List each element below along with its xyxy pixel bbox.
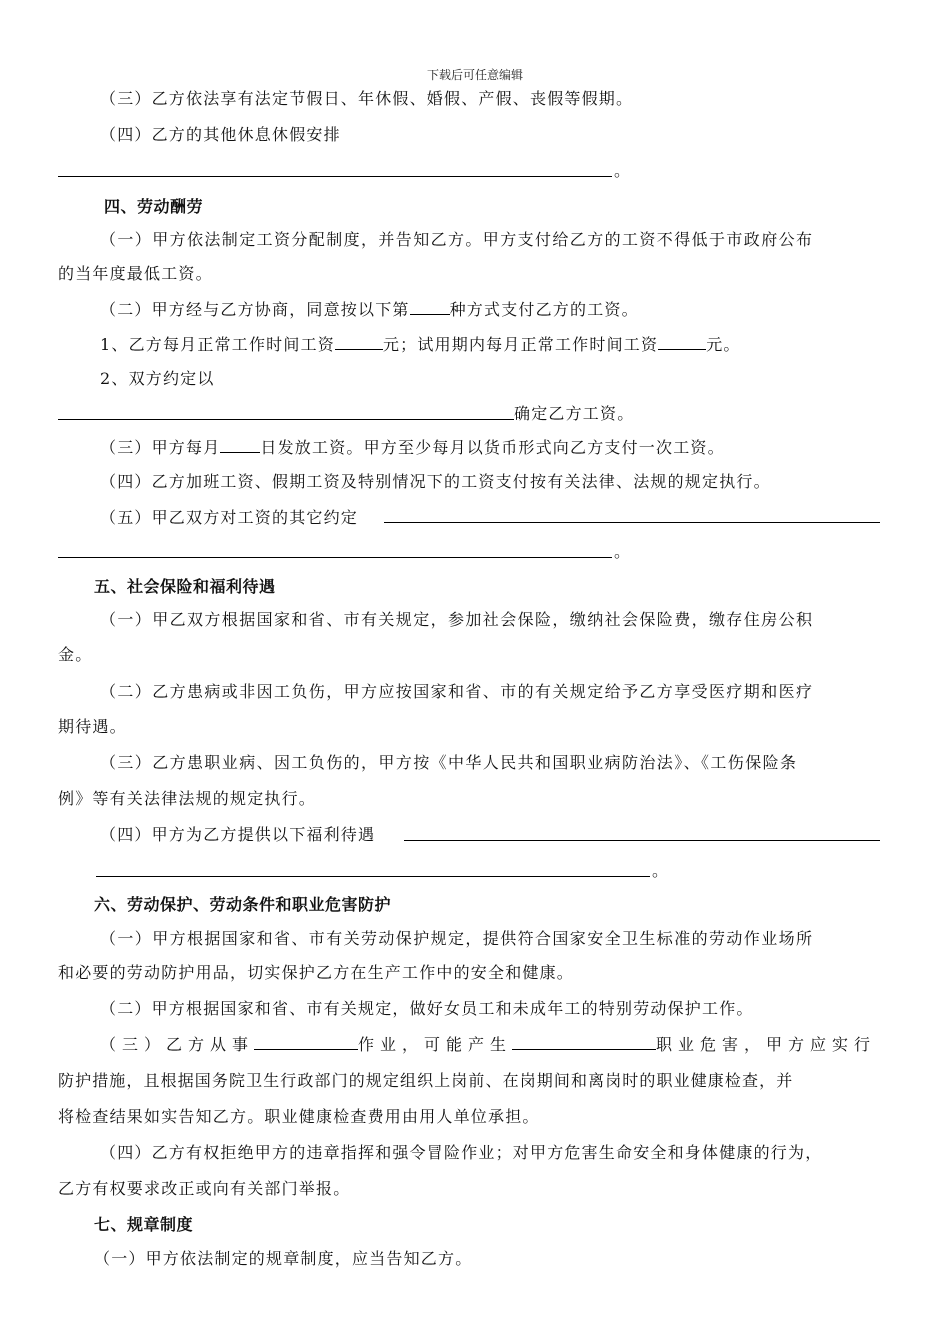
clause-4-2-2-cont: 确定乙方工资。	[514, 404, 635, 423]
clause-4-2: （二）甲方经与乙方协商，同意按以下第 种方式支付乙方的工资。	[100, 300, 639, 319]
period: 。	[614, 161, 631, 180]
clause-6-1: （一）甲方根据国家和省、市有关劳动保护规定，提供符合国家安全卫生标准的劳动作业场所	[100, 929, 814, 948]
clause-4-2-1: 1、乙方每月正常工作时间工资 元；试用期内每月正常工作时间工资 元。	[100, 335, 741, 354]
clause-4-1: （一）甲方依法制定工资分配制度，并告知乙方。甲方支付给乙方的工资不得低于市政府公布	[100, 230, 814, 249]
clause-5-2: （二）乙方患病或非因工负伤，甲方应按国家和省、市的有关规定给予乙方享受医疗期和医疗	[100, 682, 814, 701]
clause-6-3: （三）乙方从事 作业，可能产生 职业危害，甲方应实行	[100, 1035, 877, 1054]
clause-4-5: （五）甲乙双方对工资的其它约定	[100, 508, 359, 527]
clause-6-4: （四）乙方有权拒绝甲方的违章指挥和强令冒险作业；对甲方危害生命安全和身体健康的行为，	[100, 1143, 823, 1162]
clause-4-4: （四）乙方加班工资、假期工资及特别情况下的工资支付按有关法律、法规的规定执行。	[100, 472, 771, 491]
blank-line	[58, 176, 612, 177]
clause-6-2: （二）甲方根据国家和省、市有关规定，做好女员工和未成年工的特别劳动保护工作。	[100, 999, 754, 1018]
clause-5-3: （三）乙方患职业病、因工负伤的，甲方按《中华人民共和国职业病防治法》、《工伤保险条	[100, 753, 798, 772]
work-type-blank[interactable]	[254, 1034, 358, 1050]
section-4-heading: 四、劳动酬劳	[104, 197, 204, 216]
method-blank[interactable]	[410, 299, 450, 315]
clause-5-2-cont: 期待遇。	[58, 717, 127, 736]
wage-blank[interactable]	[335, 334, 383, 350]
blank-line[interactable]	[384, 522, 880, 523]
clause-5-1-cont: 金。	[58, 645, 93, 664]
clause-5-4: （四）甲方为乙方提供以下福利待遇	[100, 825, 376, 844]
blank-line[interactable]	[404, 840, 880, 841]
clause-4-2-2: 2、双方约定以	[100, 369, 215, 388]
section-6-heading: 六、劳动保护、劳动条件和职业危害防护	[94, 895, 392, 914]
payday-blank[interactable]	[220, 437, 260, 453]
period: 。	[652, 861, 669, 880]
clause-3-4: （四）乙方的其他休息休假安排	[100, 125, 341, 144]
blank-line[interactable]	[58, 557, 612, 558]
page-header: 下载后可任意编辑	[426, 68, 523, 82]
clause-4-1-cont: 的当年度最低工资。	[58, 264, 213, 283]
section-5-heading: 五、社会保险和福利待遇	[94, 577, 276, 596]
clause-3-3: （三）乙方依法享有法定节假日、年休假、婚假、产假、丧假等假期。	[100, 89, 634, 108]
clause-6-1-cont: 和必要的劳动防护用品，切实保护乙方在生产工作中的安全和健康。	[58, 963, 575, 982]
clause-5-1: （一）甲乙双方根据国家和省、市有关规定，参加社会保险，缴纳社会保险费，缴存住房公积	[100, 610, 814, 629]
clause-6-3-cont: 防护措施，且根据国务院卫生行政部门的规定组织上岗前、在岗期间和离岗时的职业健康检查，并	[58, 1071, 794, 1090]
section-7-heading: 七、规章制度	[94, 1215, 194, 1234]
blank-line[interactable]	[58, 419, 514, 420]
clause-7-1: （一）甲方依法制定的规章制度，应当告知乙方。	[94, 1249, 473, 1268]
clause-5-3-cont: 例》等有关法律法规的规定执行。	[58, 789, 317, 808]
hazard-blank[interactable]	[512, 1034, 656, 1050]
clause-4-3: （三）甲方每月 日发放工资。甲方至少每月以货币形式向乙方支付一次工资。	[100, 438, 725, 457]
period: 。	[614, 542, 631, 561]
probation-wage-blank[interactable]	[658, 334, 706, 350]
clause-6-3-cont2: 将检查结果如实告知乙方。职业健康检查费用由用人单位承担。	[58, 1107, 540, 1126]
blank-line[interactable]	[96, 876, 650, 877]
clause-6-4-cont: 乙方有权要求改正或向有关部门举报。	[58, 1179, 351, 1198]
